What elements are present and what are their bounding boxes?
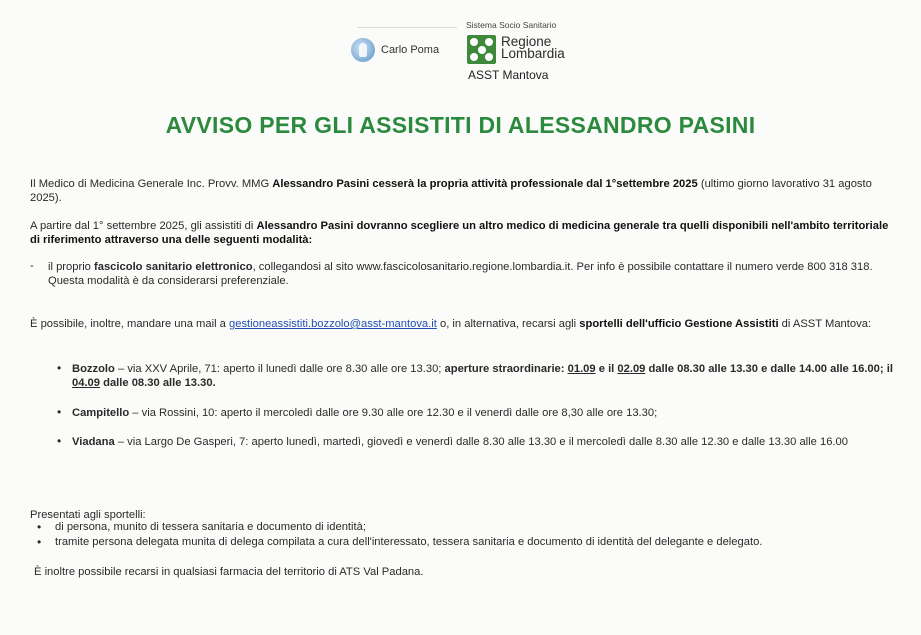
farmacia-note: È inoltre possibile recarsi in qualsiasi farmacia del territorio di ATS Val Padana. bbox=[34, 566, 424, 578]
scelta-paragraph bbox=[30, 219, 896, 247]
sistema-socio-sanitario-label: Sistema Socio Sanitario bbox=[466, 20, 557, 30]
carlo-poma-logo-icon bbox=[351, 38, 375, 62]
bozzolo-name: Bozzolo bbox=[72, 363, 115, 375]
carlo-poma-label: Carlo Poma bbox=[381, 44, 440, 56]
lombardia-line: Lombardia bbox=[501, 46, 565, 61]
sportello-campitello bbox=[72, 406, 894, 420]
intro-paragraph bbox=[30, 177, 896, 205]
regione-lombardia-label bbox=[501, 36, 565, 60]
fascicolo-text-b: , collegandosi al sito www.fascicolosanitario.regione.lombardia.it. Per info è possibile contattare il numero verde 800 318 318. Questa modalità è da considerarsi preferenziale. bbox=[48, 261, 873, 287]
page-title: AVVISO PER GLI ASSISTITI DI ALESSANDRO PASINI bbox=[165, 112, 756, 138]
sportello-bozzolo bbox=[72, 362, 894, 390]
bozzolo-date-2: 02.09 bbox=[617, 363, 646, 375]
asst-mantova-label: ASST Mantova bbox=[468, 68, 549, 82]
bullet-icon: • bbox=[37, 535, 42, 549]
header-divider bbox=[357, 27, 457, 28]
fascicolo-paragraph bbox=[48, 260, 896, 288]
regione-line: Regione bbox=[501, 34, 552, 49]
mail-paragraph bbox=[30, 317, 896, 331]
bozzolo-text-e: dalle 08.30 alle 13.30. bbox=[100, 377, 216, 389]
regione-lombardia-logo-icon bbox=[467, 35, 496, 64]
bullet-icon: • bbox=[57, 361, 62, 375]
bozzolo-date-1: 01.09 bbox=[567, 363, 596, 375]
campitello-text: – via Rossini, 10: aperto il mercoledì dalle ore 9.30 alle ore 12.30 e il venerdì dalle ore 8,30 alle ore 13.30; bbox=[129, 407, 658, 419]
bozzolo-text-c: e il bbox=[595, 363, 618, 375]
bullet-icon: • bbox=[57, 434, 62, 448]
bozzolo-straordinarie: aperture straordinarie: bbox=[444, 363, 568, 375]
presentati-heading: Presentati agli sportelli: bbox=[30, 509, 146, 521]
fascicolo-bold: fascicolo sanitario elettronico bbox=[94, 261, 253, 273]
doctor-name: Alessandro Pasini bbox=[272, 178, 370, 190]
mail-text-b: o, in alternativa, recarsi agli bbox=[436, 318, 580, 330]
fascicolo-dash: - bbox=[30, 260, 34, 272]
scelta-text-b: Alessandro Pasini dovranno scegliere un altro medico di medicina generale tra quelli disponibili nell'ambito territoriale di riferimento attraverso una delle seguenti modalità: bbox=[30, 220, 889, 246]
intro-text-c: (ultimo giorno lavorativo 31 agosto 2025). bbox=[30, 178, 872, 204]
fascicolo-text-a: il proprio bbox=[48, 261, 95, 273]
bullet-icon: • bbox=[57, 405, 62, 419]
viadana-name: Viadana bbox=[72, 436, 115, 448]
mail-text-a: È possibile, inoltre, mandare una mail a bbox=[30, 318, 229, 330]
sportello-viadana bbox=[72, 435, 894, 449]
presentati-item: di persona, munito di tessera sanitaria e documento di identità; bbox=[55, 521, 366, 533]
email-link[interactable]: gestioneassistiti.bozzolo@asst-mantova.it bbox=[229, 318, 437, 330]
bozzolo-text-d: dalle 08.30 alle 13.30 e dalle 14.00 alle 16.00; il bbox=[645, 363, 893, 375]
presentati-item: tramite persona delegata munita di delega compilata a cura dell'interessato, tessera sanitaria e documento di identità del delegante e delegato. bbox=[55, 536, 763, 548]
scelta-text-a: A partire dal 1° settembre 2025, gli assistiti di bbox=[30, 220, 257, 232]
mail-text-c: di ASST Mantova: bbox=[778, 318, 872, 330]
viadana-text: – via Largo De Gasperi, 7: aperto lunedì, martedì, giovedì e venerdì dalle 8.30 alle 13.30 e il mercoledì dalle 8.30 alle 12.30 e dalle 13.30 alle 16.00 bbox=[114, 436, 848, 448]
bullet-icon: • bbox=[37, 520, 42, 534]
sportelli-bold: sportelli dell'ufficio Gestione Assistiti bbox=[579, 318, 779, 330]
bozzolo-text-a: – via XXV Aprile, 71: aperto il lunedì dalle ore 8.30 alle ore 13.30; bbox=[114, 363, 445, 375]
campitello-name: Campitello bbox=[72, 407, 130, 419]
intro-text-b: cesserà la propria attività professionale dal 1°settembre 2025 bbox=[369, 178, 698, 190]
intro-text-a: Il Medico di Medicina Generale Inc. Provv. MMG bbox=[30, 178, 273, 190]
bozzolo-date-3: 04.09 bbox=[72, 377, 100, 389]
